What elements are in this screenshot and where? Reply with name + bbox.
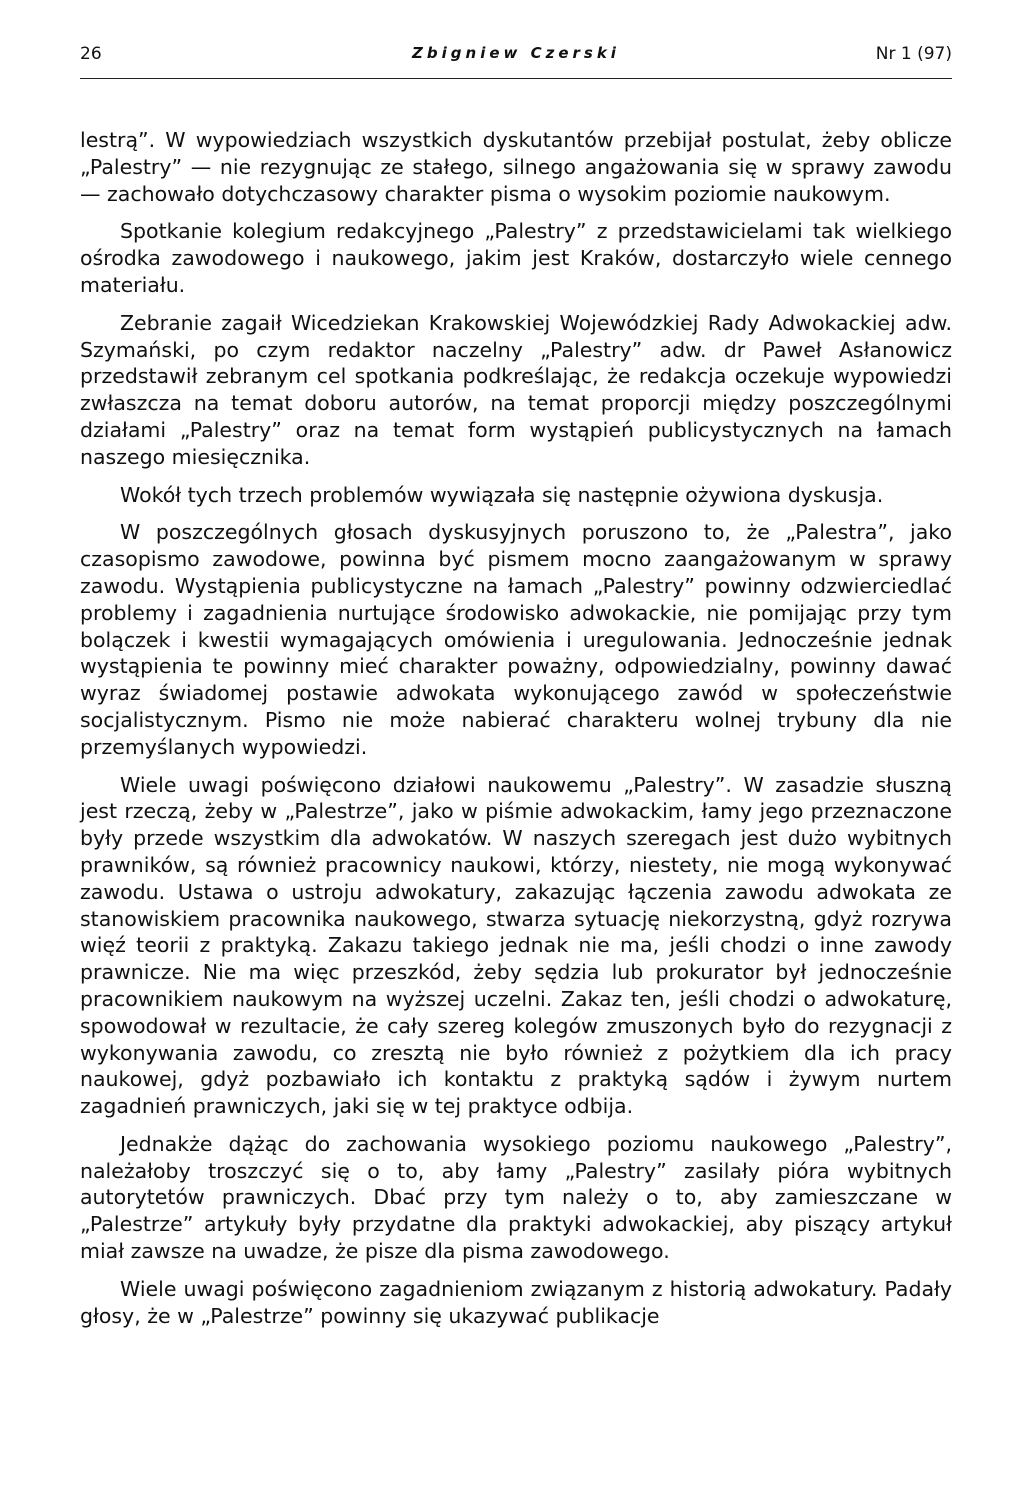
- paragraph: Spotkanie kolegium redakcyjnego „Palestry” z przedstawicielami tak wielkiego ośrodka zawodowego i naukowego, jakim jest Kraków, dostarczyło wiele cennego materiału.: [80, 219, 952, 297]
- issue-number: Nr 1 (97): [875, 44, 952, 64]
- paragraph: lestrą”. W wypowiedziach wszystkich dyskutantów przebijał postulat, żeby oblicze „Palestry” — nie rezygnując ze stałego, silnego angażowania się w sprawy zawodu — zachowało dotychczasowy charakter pisma o wysokim poziomie naukowym.: [80, 128, 952, 206]
- paragraph: Zebranie zagaił Wicedziekan Krakowskiej Wojewódzkiej Rady Adwokackiej adw. Szymański, po czym redaktor naczelny „Palestry” adw. dr Paweł Asłanowicz przedstawił zebranym cel spotkania podkreślając, że redakcja oczekuje wypowiedzi zwłaszcza na temat doboru autorów, na temat proporcji między poszczególnymi działami „Palestry” oraz na temat form wystąpień publicystycznych na łamach naszego miesięcznika.: [80, 310, 952, 469]
- paragraph: W poszczególnych głosach dyskusyjnych poruszono to, że „Palestra”, jako czasopismo zawodowe, powinna być pismem mocno zaangażowanym w sprawy zawodu. Wystąpienia publicystyczne na łamach „Palestry” powinny odzwierciedlać problemy i zagadnienia nurtujące środowisko adwokackie, nie pomijając przy tym bolączek i kwestii wymagających omówienia i uregulowania. Jednocześnie jednak wystąpienia te powinny mieć charakter poważny, odpowiedzialny, powinny dawać wyraz świadomej postawie adwokata wykonującego zawód w społeczeństwie socjalistycznym. Pismo nie może nabierać charakteru wolnej trybuny dla nie przemyślanych wypowiedzi.: [80, 520, 952, 759]
- paragraph: Wiele uwagi poświęcono zagadnieniom związanym z historią adwokatury. Padały głosy, że w „Palestrze” powinny się ukazywać publikacje: [80, 1276, 952, 1328]
- paragraph: Wokół tych trzech problemów wywiązała się następnie ożywiona dyskusja.: [120, 482, 884, 507]
- running-header: [80, 38, 952, 79]
- page-number: 26: [80, 44, 102, 64]
- article-body: [80, 127, 952, 1329]
- running-title: Zbigniew Czerski: [412, 44, 620, 62]
- paragraph: Wiele uwagi poświęcono działowi naukowemu „Palestry”. W zasadzie słuszną jest rzeczą, żeby w „Palestrze”, jako w piśmie adwokackim, łamy jego przeznaczone były przede wszystkim dla adwokatów. W naszych szeregach jest dużo wybitnych prawników, są również pracownicy naukowi, którzy, niestety, nie mogą wykonywać zawodu. Ustawa o ustroju adwokatury, zakazując łączenia zawodu adwokata ze stanowiskiem pracownika naukowego, stwarza sytuację niekorzystną, gdyż rozrywa więź teorii z praktyką. Zakazu takiego jednak nie ma, jeśli chodzi o inne zawody prawnicze. Nie ma więc przeszkód, żeby sędzia lub prokurator był jednocześnie pracownikiem naukowym na wyższej uczelni. Zakaz ten, jeśli chodzi o adwokaturę, spowodował w rezultacie, że cały szereg kolegów zmuszonych było do rezygnacji z wykonywania zawodu, co zresztą nie było również z pożytkiem dla ich pracy naukowej, gdyż pozbawiało ich kontaktu z praktyką sądów i żywym nurtem zagadnień prawniczych, jaki się w tej praktyce odbija.: [80, 772, 952, 1119]
- document-page: [80, 38, 952, 1340]
- paragraph: Jednakże dążąc do zachowania wysokiego poziomu naukowego „Palestry”, należałoby troszczyć się o to, aby łamy „Palestry” zasilały pióra wybitnych autorytetów prawniczych. Dbać przy tym należy o to, aby zamieszczane w „Palestrze” artykuły były przydatne dla praktyki adwokackiej, aby piszący artykuł miał zawsze na uwadze, że pisze dla pisma zawodowego.: [80, 1131, 952, 1264]
